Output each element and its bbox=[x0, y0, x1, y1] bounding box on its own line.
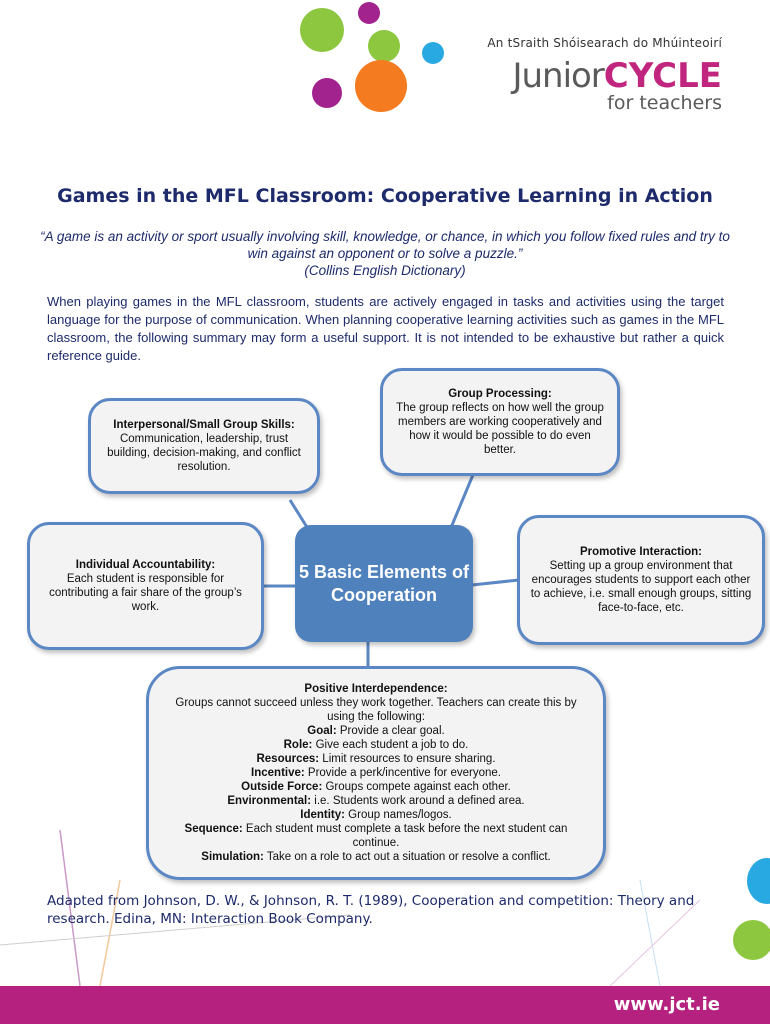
page-title: Games in the MFL Classroom: Cooperative Learning in Action bbox=[57, 185, 713, 207]
list-item-term: Sequence: bbox=[184, 823, 243, 835]
list-item bbox=[173, 794, 579, 808]
node-positive-interdependence bbox=[146, 666, 606, 880]
logo-junior: Junior bbox=[512, 56, 604, 96]
node-individual-accountability bbox=[27, 522, 264, 650]
logo-wordmark bbox=[487, 56, 722, 96]
list-item-description: Limit resources to ensure sharing. bbox=[319, 753, 496, 765]
list-item bbox=[173, 766, 579, 780]
list-item-term: Environmental: bbox=[227, 795, 312, 807]
node-promotive-interaction bbox=[517, 515, 765, 645]
list-item bbox=[173, 808, 579, 822]
reference-citation: Adapted from Johnson, D. W., & Johnson, R. T. (1989), Cooperation and competition: Theory and research. Edina, MN: Interaction Book Company. bbox=[47, 893, 695, 927]
list-item-term: Outside Force: bbox=[241, 781, 323, 793]
positive-interdependence-list bbox=[173, 724, 579, 864]
node-heading: Group Processing: bbox=[448, 388, 552, 400]
list-item-description: Take on a role to act out a situation or resolve a conflict. bbox=[263, 851, 551, 863]
list-item-description: Provide a perk/incentive for everyone. bbox=[304, 767, 501, 779]
list-item-term: Resources: bbox=[256, 753, 320, 765]
quote bbox=[40, 228, 730, 279]
logo-tagline: An tSraith Shóisearach do Mhúinteoirí bbox=[487, 36, 722, 50]
node-heading: Individual Accountability: bbox=[75, 559, 216, 571]
center-node: 5 Basic Elements of Cooperation bbox=[295, 525, 473, 642]
list-item bbox=[173, 738, 579, 752]
list-item-description: Groups compete against each other. bbox=[322, 781, 511, 793]
logo-cycle: CYCLE bbox=[603, 56, 722, 96]
list-item-term: Goal: bbox=[307, 725, 337, 737]
quote-text: “A game is an activity or sport usually involving skill, knowledge, or chance, in which you follow fixed rules and try to win against an opponent or to solve a puzzle.” bbox=[40, 229, 730, 261]
list-item-description: Give each student a job to do. bbox=[312, 739, 469, 751]
list-item-term: Incentive: bbox=[251, 767, 305, 779]
list-item bbox=[173, 822, 579, 850]
node-group-processing bbox=[380, 368, 620, 476]
list-item-term: Role: bbox=[283, 739, 313, 751]
list-item-term: Simulation: bbox=[201, 851, 264, 863]
node-body: The group reflects on how well the group members are working cooperatively and how it would be possible to do even better. bbox=[396, 402, 604, 456]
node-body: Setting up a group environment that encourages students to support each other to achieve, i.e. small enough groups, sitting face-to-face, etc. bbox=[530, 560, 752, 614]
footer-url[interactable]: www.jct.ie bbox=[613, 994, 720, 1015]
list-item-description: Group names/logos. bbox=[344, 809, 452, 821]
quote-source: (Collins English Dictionary) bbox=[304, 263, 466, 278]
footer-bar bbox=[0, 986, 770, 1024]
junior-cycle-logo bbox=[487, 36, 722, 114]
node-heading: Positive Interdependence: bbox=[304, 683, 448, 695]
node-interpersonal-skills bbox=[88, 398, 320, 494]
node-body: Each student is responsible for contributing a fair share of the group’s work. bbox=[49, 573, 242, 613]
node-intro: Groups cannot succeed unless they work together. Teachers can create this by using the following: bbox=[175, 697, 577, 723]
list-item-term: Identity: bbox=[300, 809, 345, 821]
list-item-description: Provide a clear goal. bbox=[336, 725, 445, 737]
list-item bbox=[173, 780, 579, 794]
list-item bbox=[173, 724, 579, 738]
logo-subtitle: for teachers bbox=[607, 92, 722, 114]
list-item bbox=[173, 850, 579, 864]
list-item-description: i.e. Students work around a defined area. bbox=[311, 795, 525, 807]
list-item bbox=[173, 752, 579, 766]
node-body: Communication, leadership, trust building, decision-making, and conflict resolution. bbox=[107, 433, 301, 473]
node-heading: Interpersonal/Small Group Skills: bbox=[113, 419, 295, 431]
node-heading: Promotive Interaction: bbox=[579, 546, 703, 558]
list-item-description: Each student must complete a task before the next student can continue. bbox=[242, 823, 568, 849]
intro-paragraph: When playing games in the MFL classroom, students are actively engaged in tasks and activities using the target language for the purpose of communication. When planning cooperative learning activities such as games in the MFL classroom, the following summary may form a useful support. It is not intended to be exhaustive but rather a quick reference guide. bbox=[47, 294, 724, 363]
